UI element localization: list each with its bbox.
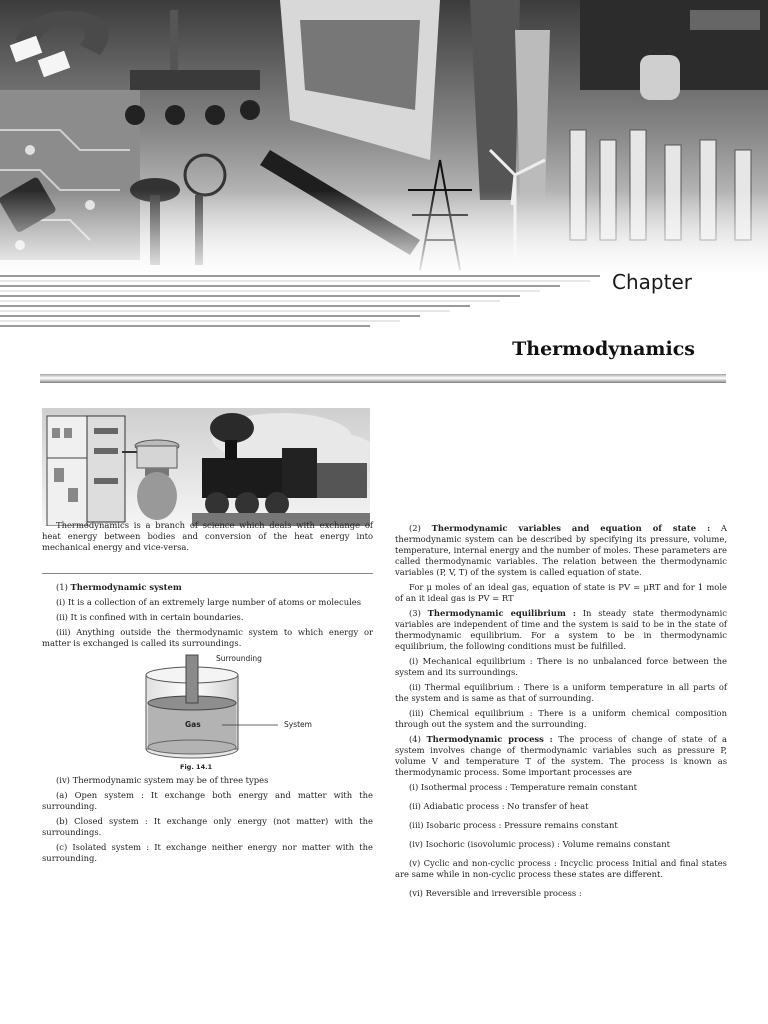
right-column <box>395 523 727 907</box>
section-2-body: A thermodynamic system can be described by specifying its pressure, volume, temperature, internal energy and the number of moles. These parameters are called thermodynamic variables. The relation between the thermodynamic variables (P, V, T) of the system is called equation of state. <box>395 523 727 577</box>
left-column <box>42 520 373 868</box>
intro-paragraph: Thermodynamics is a branch of science which deals with exchange of heat energy between bodies and conversion of the heat energy into mechanical energy and vice-versa. <box>42 520 373 552</box>
section-3-title: Thermodynamic equilibrium : <box>427 608 576 618</box>
section-number: (2) <box>409 523 421 533</box>
figure-caption: Fig. 14.1 <box>180 763 213 771</box>
section-1-heading <box>42 582 373 593</box>
section-4-paragraph <box>395 734 727 778</box>
chapter-label: Chapter <box>612 270 692 294</box>
intro-photo-image <box>42 408 370 526</box>
figure-label-gas: Gas <box>185 720 201 729</box>
section-3-paragraph <box>395 608 727 652</box>
process-item-cyclic: (v) Cyclic and non-cyclic process : Incyclic process Initial and final states are same while in non-cyclic process these states are different. <box>395 858 727 879</box>
system-point-iii: (iii) Anything outside the thermodynamic system to which energy or matter is exchanged is called its surroundings. <box>42 627 373 648</box>
process-item-adiabatic: (ii) Adiabatic process : No transfer of heat <box>409 801 589 811</box>
system-point-i: (i) It is a collection of an extremely large number of atoms or molecules <box>56 597 362 607</box>
system-point-ii: (ii) It is confined with in certain boundaries. <box>56 612 244 622</box>
section-1-title: Thermodynamic system <box>70 582 182 592</box>
chapter-title: Thermodynamics <box>512 338 695 360</box>
figure-label-system: System <box>284 720 312 729</box>
process-item-reversible: (vi) Reversible and irreversible process : <box>409 888 582 898</box>
closed-system-text: (b) Closed system : It exchange only energy (not matter) with the surroundings. <box>42 816 373 837</box>
figure-14-1 <box>42 653 373 775</box>
chemical-equilibrium-text: (iii) Chemical equilibrium : There is a uniform chemical composition through out the system and the surrounding. <box>395 708 727 729</box>
process-list <box>395 782 727 899</box>
section-4-body: The process of change of state of a system involves change of thermodynamic variables such as pressure P, volume V and temperature T of the system. The process is known as thermodynamic process. Some important processes are <box>395 734 727 777</box>
section-3-body: In steady state thermodynamic variables are independent of time and the system is said to be in the state of thermodynamic equilibrium. For a system to be in thermodynamic equilibrium, the following conditions must be fulfilled. <box>395 608 727 651</box>
section-divider <box>42 573 373 574</box>
title-divider <box>40 374 726 383</box>
section-number: (3) <box>409 608 421 618</box>
open-system-text: (a) Open system : It exchange both energy and matter with the surrounding. <box>42 790 373 811</box>
ideal-gas-equation-text: For μ moles of an ideal gas, equation of state is PV = μRT and for 1 mole of an it ideal gas is PV = RT <box>395 582 727 603</box>
section-number: (4) <box>409 734 421 744</box>
figure-label-surrounding: Surrounding <box>216 654 262 663</box>
thermal-equilibrium-text: (ii) Thermal equilibrium : There is a uniform temperature in all parts of the system and is same as that of surrounding. <box>395 682 727 703</box>
process-item-isochoric: (iv) Isochoric (isovolumic process) : Volume remains constant <box>409 839 671 849</box>
section-2-title: Thermodynamic variables and equation of state : <box>431 523 711 533</box>
section-2-paragraph <box>395 523 727 578</box>
section-4-title: Thermodynamic process : <box>426 734 553 744</box>
gas-cylinder-diagram <box>42 653 373 775</box>
banner-collage-image <box>0 0 768 272</box>
mechanical-equilibrium-text: (i) Mechanical equilibrium : There is no unbalanced force between the system and its surroundings. <box>395 656 727 677</box>
system-point-iv: (iv) Thermodynamic system may be of three types <box>56 775 269 785</box>
isolated-system-text: (c) Isolated system : It exchange neither energy nor matter with the surrounding. <box>42 842 373 863</box>
process-item-isothermal: (i) Isothermal process : Temperature remain constant <box>409 782 638 792</box>
process-item-isobaric: (iii) Isobaric process : Pressure remains constant <box>409 820 618 830</box>
section-number: (1) <box>56 582 68 592</box>
